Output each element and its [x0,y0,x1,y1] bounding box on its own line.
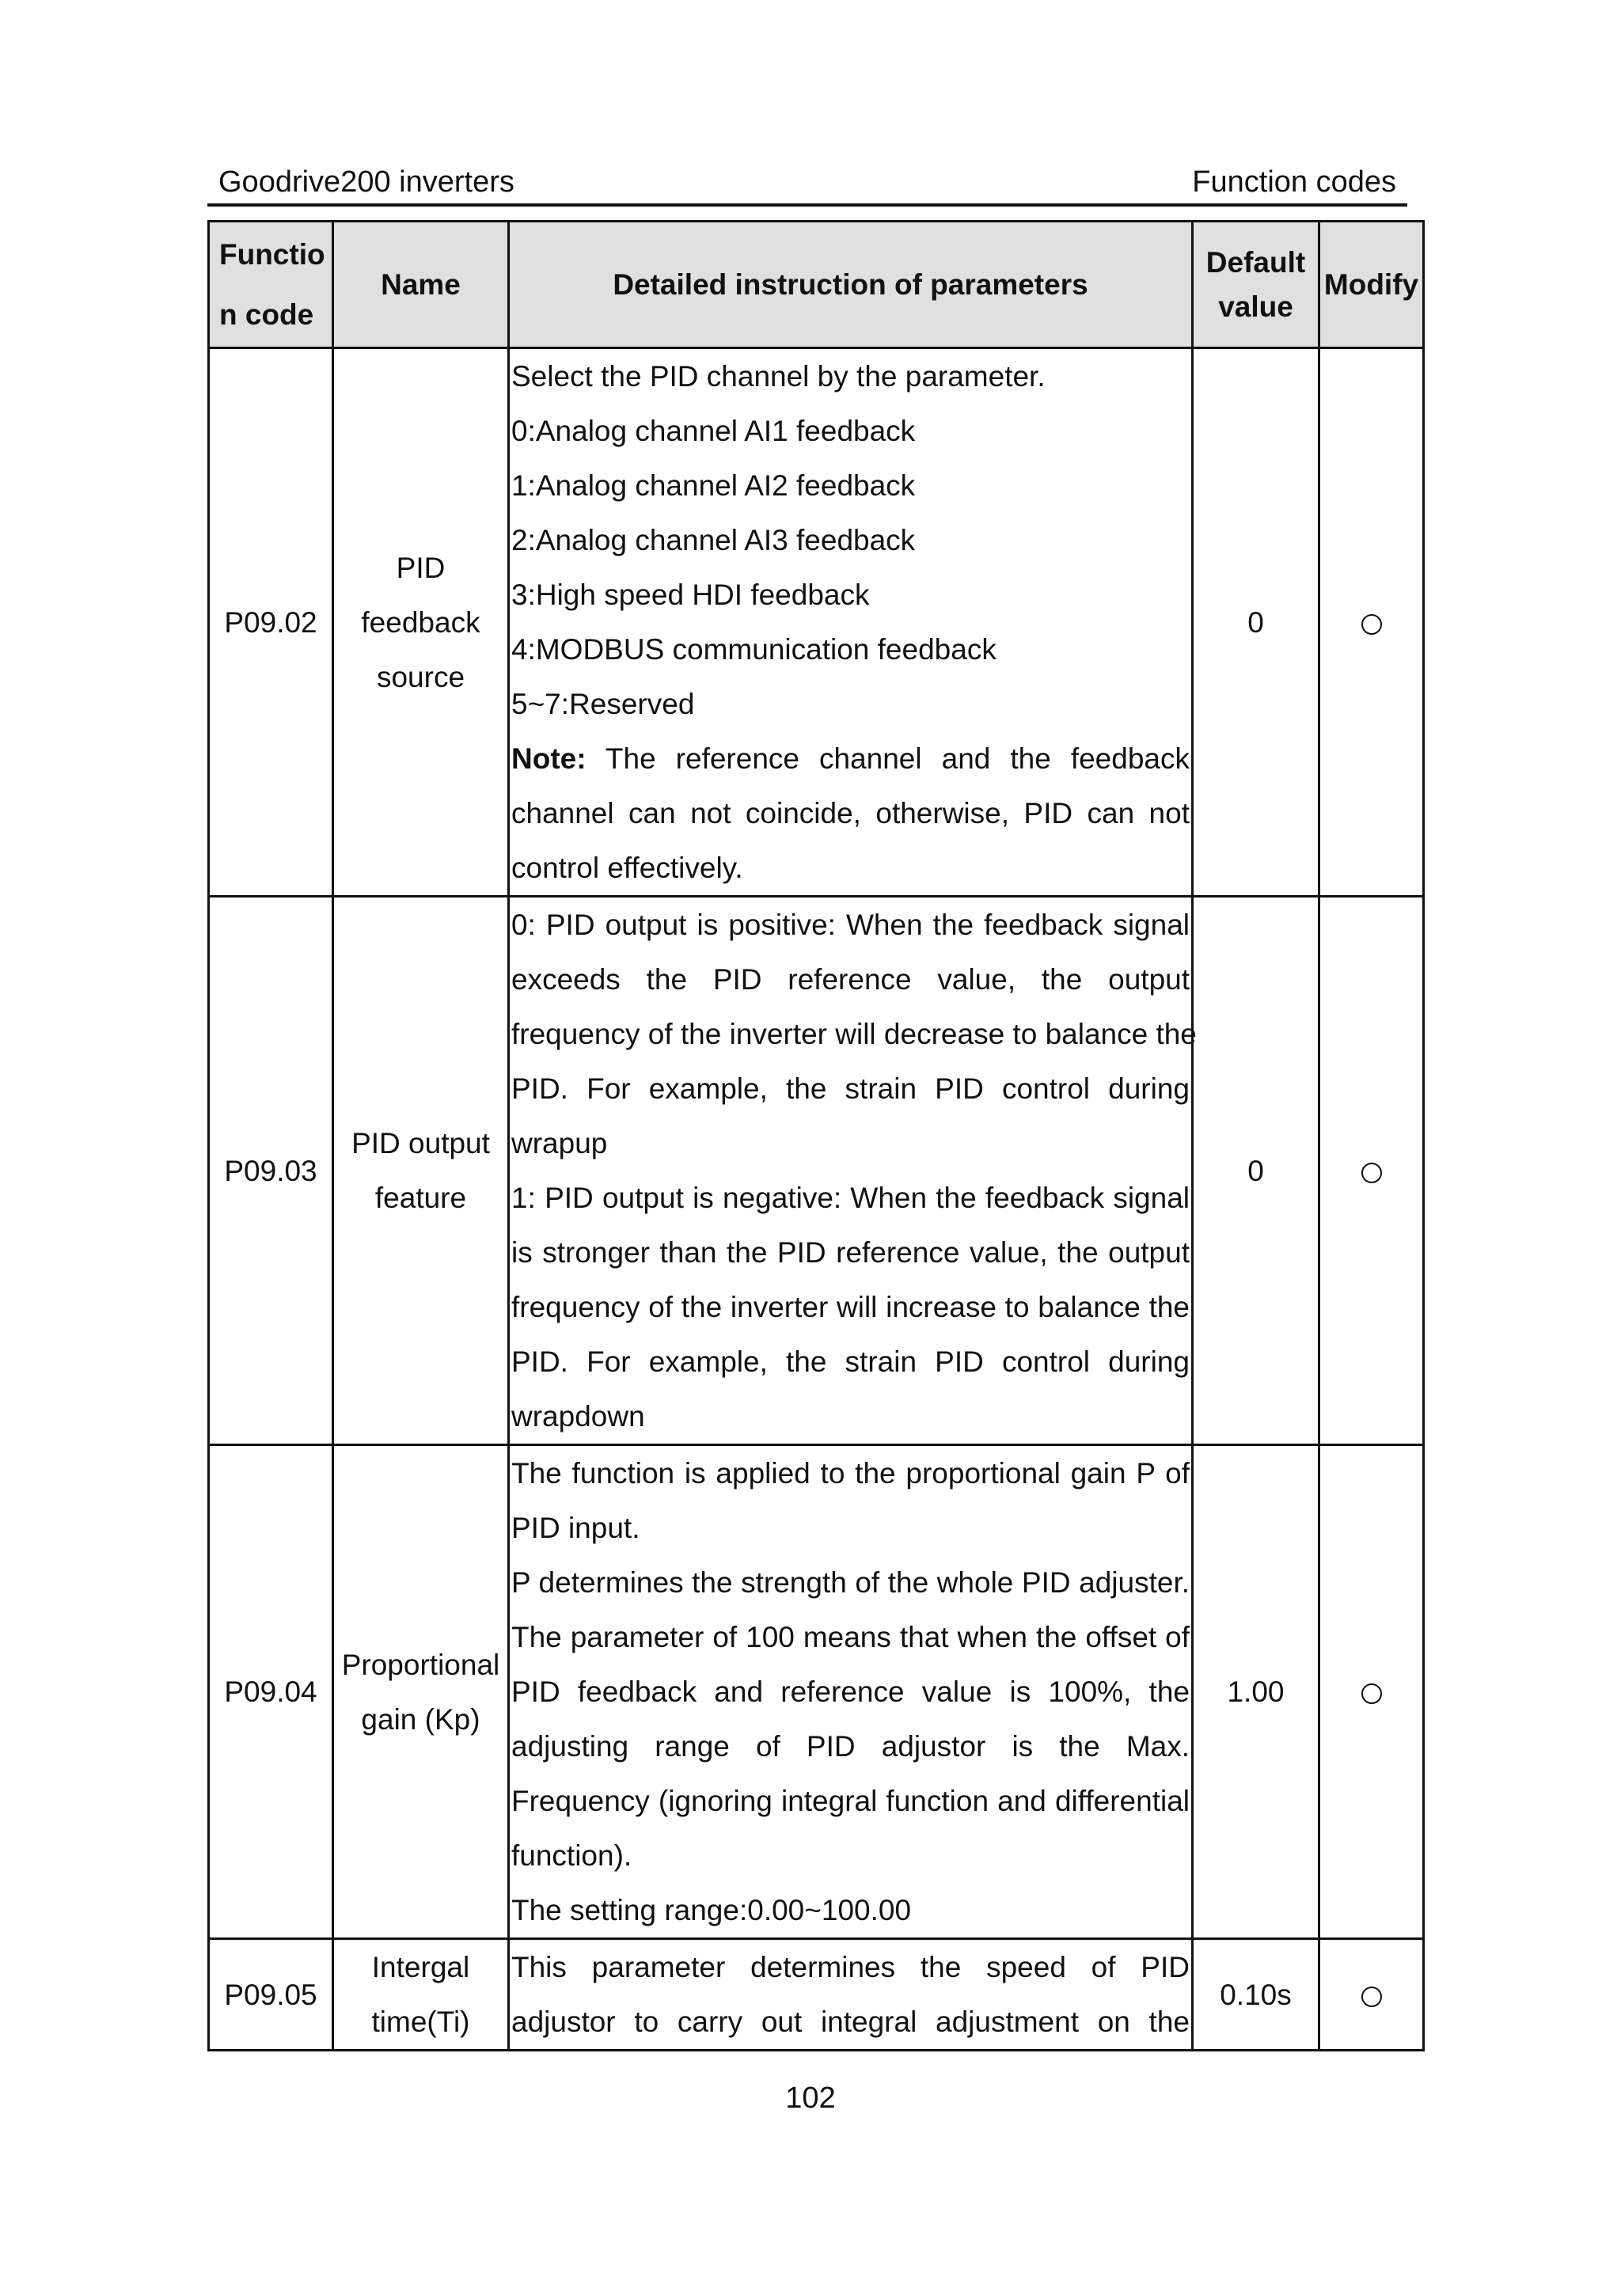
function-code-cell: P09.02 [209,348,333,897]
default-value-cell: 0 [1193,897,1319,1445]
function-code-cell: P09.03 [209,897,333,1445]
function-code-cell: P09.05 [209,1939,333,2051]
default-value-cell: 0 [1193,348,1319,897]
parameter-detail-cell: Select the PID channel by the parameter. 0:Analog channel AI1 feedback 1:Analog channel AI2 feedback 2:Analog channel AI3 feedback 3:High speed HDI feedback 4:MODBUS communication feedback 5~7:Reserved Note: The reference channel and the feedback channel can not coincide, otherwise, PID can not control effectively. [509,348,1193,897]
table-header-row [209,222,1424,348]
circle-icon [1361,1987,1382,2007]
page-number: 102 [785,2082,836,2115]
parameter-detail-cell: The function is applied to the proportional gain P of PID input. P determines the strength of the whole PID adjuster. The parameter of 100 means that when the offset of PID feedback and reference value is 100%, the adjusting range of PID adjustor is the Max. Frequency (ignoring integral function and differential function). The setting range:0.00~100.00 [509,1445,1193,1939]
table-row [209,1939,1424,2051]
circle-icon [1361,1683,1382,1704]
default-value-cell: 1.00 [1193,1445,1319,1939]
modify-cell [1319,1939,1424,2051]
default-value-cell: 0.10s [1193,1939,1319,2051]
parameter-table [207,220,1425,2051]
parameter-name-cell: Intergal time(Ti) [333,1939,509,2051]
modify-cell [1319,348,1424,897]
column-header-function-code: Functio n code [209,222,333,348]
column-header-default-value: Default value [1193,222,1319,348]
modify-cell [1319,1445,1424,1939]
column-header-detail: Detailed instruction of parameters [509,222,1193,348]
column-header-modify: Modify [1319,222,1424,348]
table-row [209,897,1424,1445]
parameter-name-cell: PID feedback source [333,348,509,897]
note-label: Note: [511,742,587,775]
table-row [209,348,1424,897]
circle-icon [1361,614,1382,635]
section-title: Function codes [1192,165,1396,199]
parameter-name-cell: Proportional gain (Kp) [333,1445,509,1939]
function-code-cell: P09.04 [209,1445,333,1939]
column-header-name: Name [333,222,509,348]
parameter-detail-cell: This parameter determines the speed of PID adjustor to carry out integral adjustment on the [509,1939,1193,2051]
modify-cell [1319,897,1424,1445]
table-row [209,1445,1424,1939]
parameter-detail-cell: 0: PID output is positive: When the feedback signal exceeds the PID reference value, the output frequency of the inverter will decrease to balance the PID. For example, the strain PID control during wrapup 1: PID output is negative: When the feedback signal is stronger than the PID reference value, the output frequency of the inverter will increase to balance the PID. For example, the strain PID control during wrapdown [509,897,1193,1445]
circle-icon [1361,1163,1382,1183]
page-header [207,161,1407,207]
document-title: Goodrive200 inverters [218,165,514,199]
parameter-name-cell: PID output feature [333,897,509,1445]
note-line: Note: The reference channel and the feedback [511,742,1190,775]
